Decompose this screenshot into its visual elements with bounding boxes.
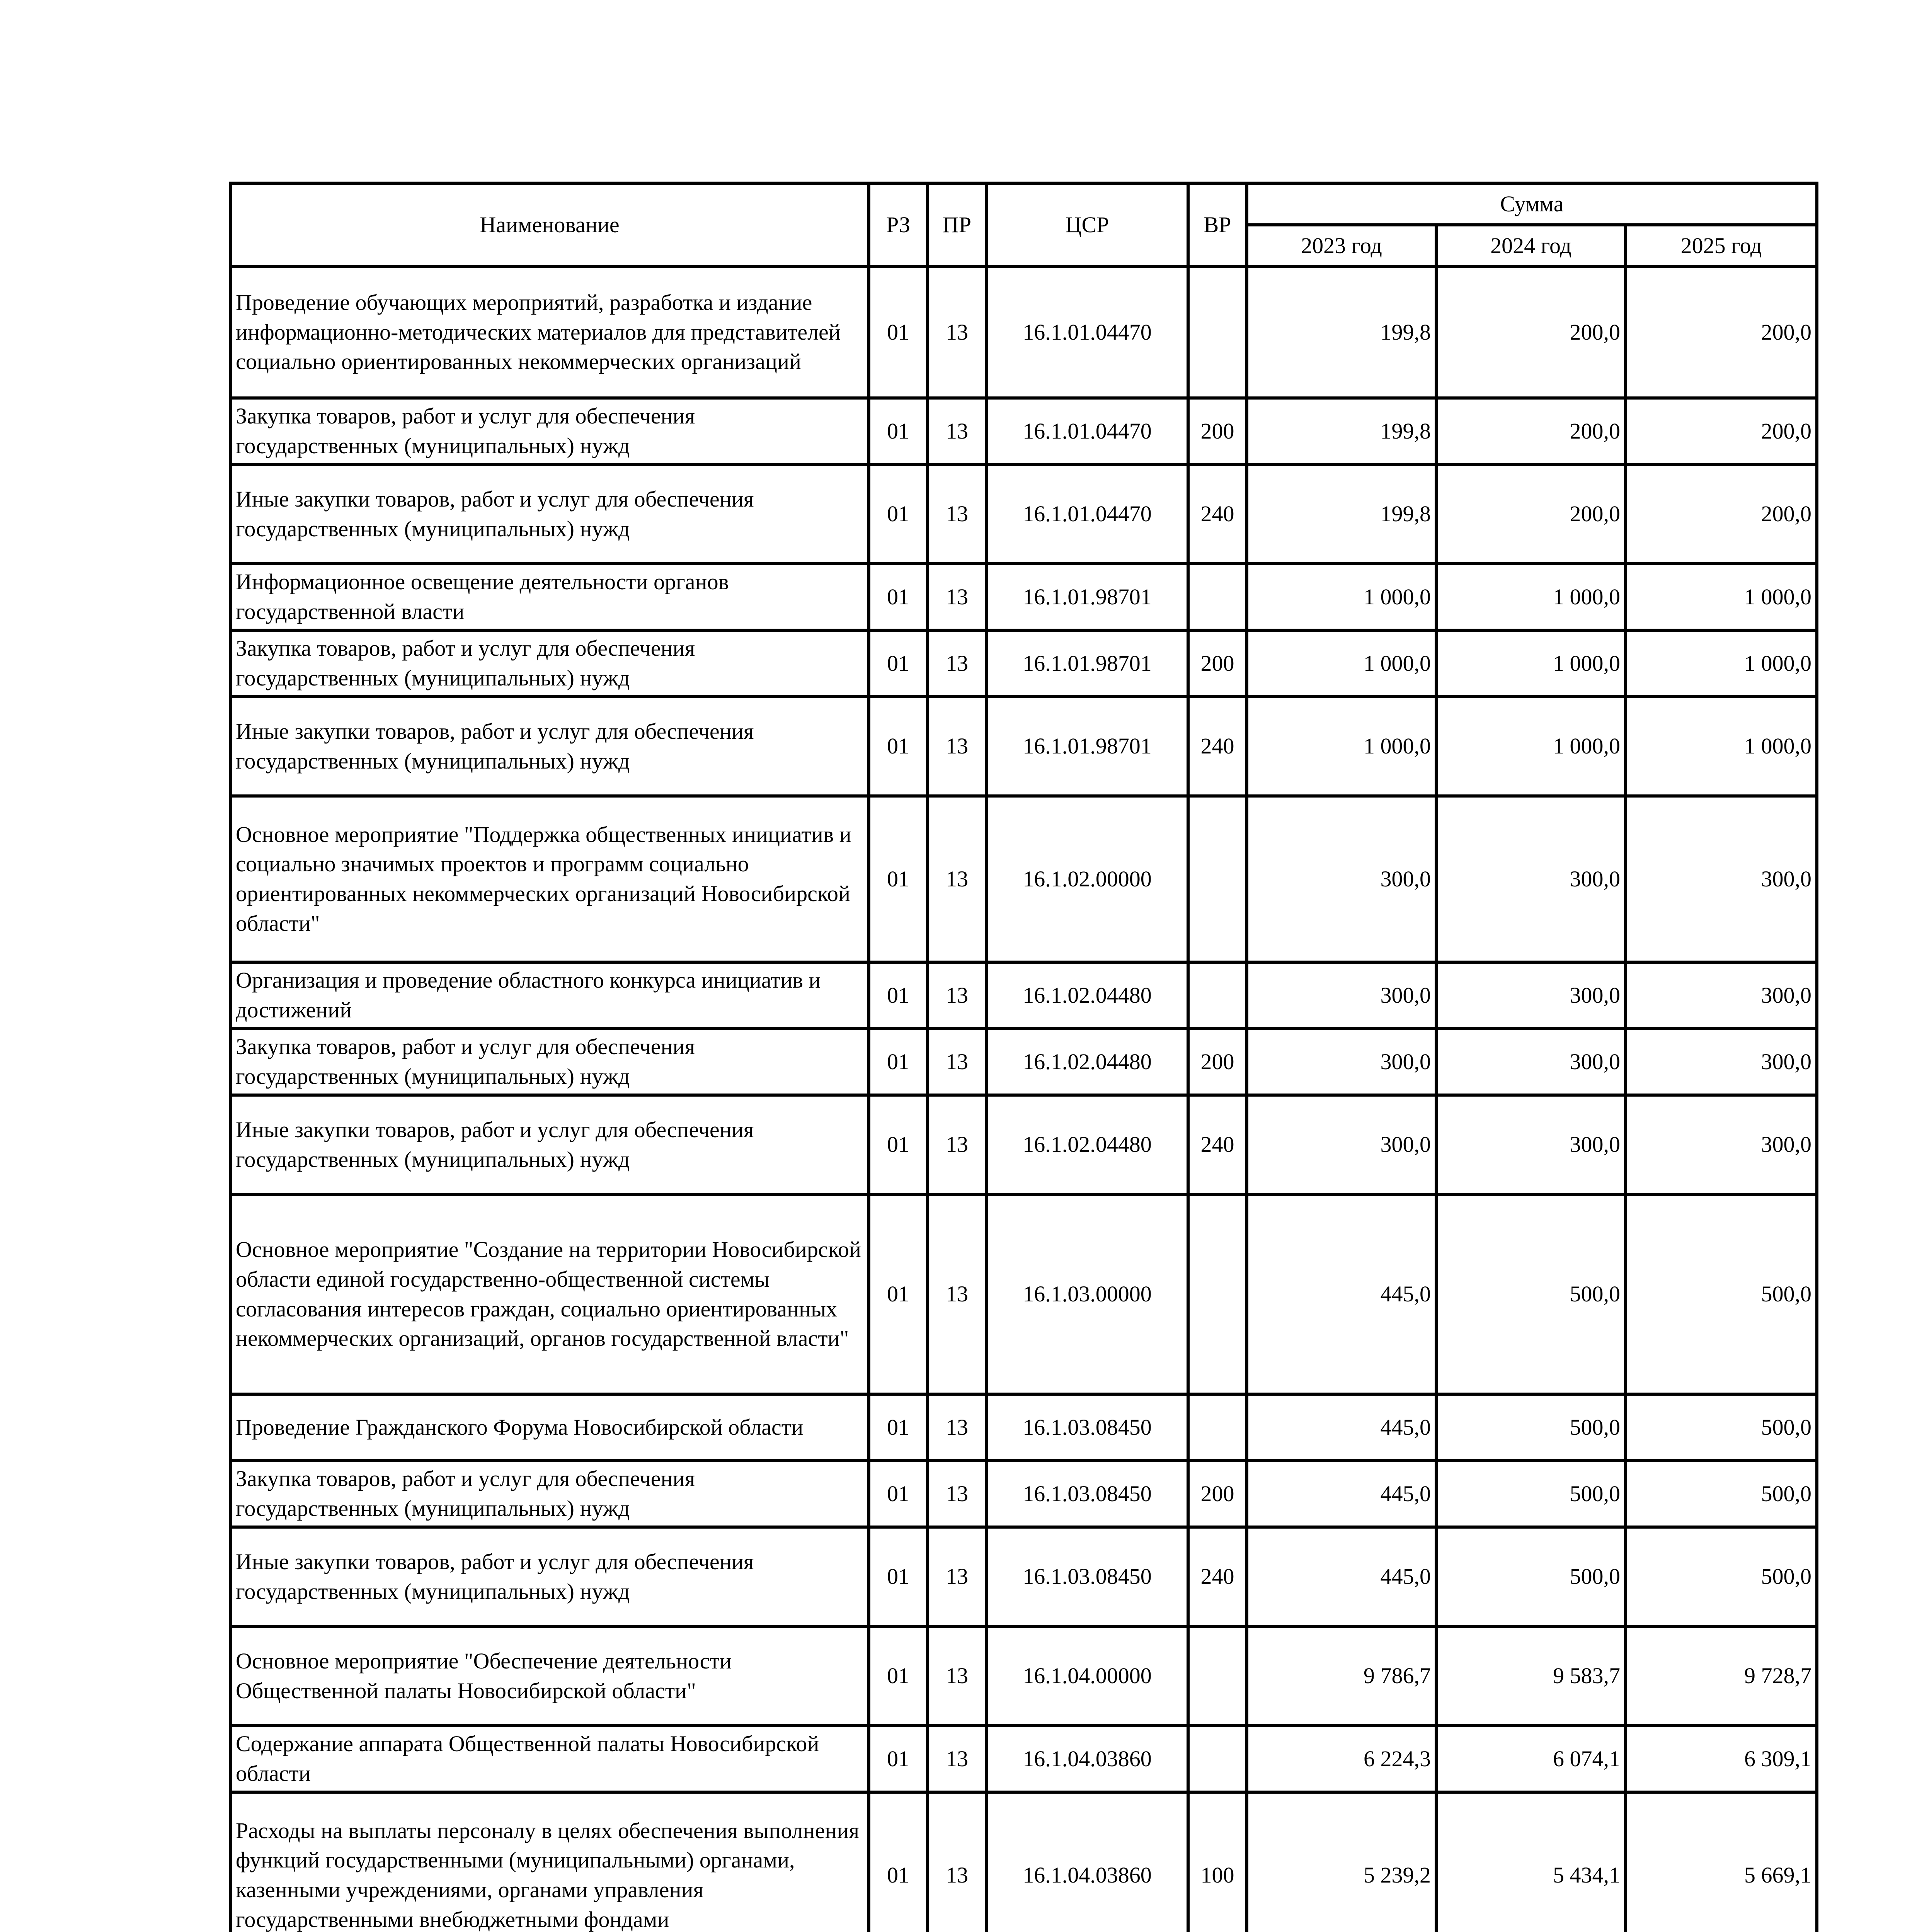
- cell-csr: 16.1.01.98701: [986, 697, 1188, 796]
- cell-sum-2024: 300,0: [1436, 796, 1626, 962]
- cell-sum-2025: 200,0: [1626, 464, 1817, 564]
- cell-vr: 200: [1188, 398, 1247, 464]
- cell-pr: 13: [928, 564, 986, 630]
- cell-sum-2024: 500,0: [1436, 1527, 1626, 1626]
- cell-pr: 13: [928, 464, 986, 564]
- cell-sum-2023: 9 786,7: [1247, 1626, 1436, 1726]
- cell-pr: 13: [928, 962, 986, 1029]
- cell-name: Иные закупки товаров, работ и услуг для обеспечения государственных (муниципальных) нужд: [230, 1095, 869, 1194]
- table-row: [230, 398, 1817, 464]
- cell-vr: [1188, 796, 1247, 962]
- cell-pr: 13: [928, 1095, 986, 1194]
- cell-sum-2024: 200,0: [1436, 267, 1626, 398]
- cell-name: Основное мероприятие "Создание на территории Новосибирской области единой государственно-общественной системы согласования интересов граждан, социально ориентированных некоммерческих организаций, органов государственной власти": [230, 1194, 869, 1394]
- cell-pr: 13: [928, 1527, 986, 1626]
- cell-rz: 01: [869, 1194, 928, 1394]
- cell-name: Закупка товаров, работ и услуг для обеспечения государственных (муниципальных) нужд: [230, 1461, 869, 1527]
- cell-sum-2024: 6 074,1: [1436, 1726, 1626, 1792]
- table-row: [230, 1726, 1817, 1792]
- cell-vr: 200: [1188, 1461, 1247, 1527]
- cell-csr: 16.1.03.08450: [986, 1527, 1188, 1626]
- cell-name: Основное мероприятие "Поддержка общественных инициатив и социально значимых проектов и программ социально ориентированных некоммерческих организаций Новосибирской области": [230, 796, 869, 962]
- cell-sum-2025: 500,0: [1626, 1461, 1817, 1527]
- cell-csr: 16.1.03.00000: [986, 1194, 1188, 1394]
- cell-name: Организация и проведение областного конкурса инициатив и достижений: [230, 962, 869, 1029]
- table-row: [230, 564, 1817, 630]
- cell-sum-2023: 300,0: [1247, 1095, 1436, 1194]
- cell-sum-2024: 1 000,0: [1436, 630, 1626, 697]
- cell-pr: 13: [928, 1726, 986, 1792]
- cell-sum-2023: 445,0: [1247, 1194, 1436, 1394]
- cell-name: Основное мероприятие "Обеспечение деятельности Общественной палаты Новосибирской области": [230, 1626, 869, 1726]
- cell-vr: [1188, 1726, 1247, 1792]
- table-body: [230, 267, 1817, 1932]
- cell-sum-2024: 300,0: [1436, 962, 1626, 1029]
- cell-sum-2025: 500,0: [1626, 1194, 1817, 1394]
- cell-vr: [1188, 1626, 1247, 1726]
- cell-vr: 200: [1188, 1029, 1247, 1095]
- cell-pr: 13: [928, 1394, 986, 1461]
- table-row: [230, 1095, 1817, 1194]
- cell-vr: [1188, 962, 1247, 1029]
- table-row: [230, 962, 1817, 1029]
- cell-vr: [1188, 564, 1247, 630]
- cell-vr: 240: [1188, 1527, 1247, 1626]
- table-row: [230, 1029, 1817, 1095]
- cell-csr: 16.1.02.04480: [986, 962, 1188, 1029]
- cell-sum-2024: 200,0: [1436, 398, 1626, 464]
- cell-sum-2024: 5 434,1: [1436, 1792, 1626, 1932]
- cell-csr: 16.1.01.04470: [986, 398, 1188, 464]
- cell-csr: 16.1.01.04470: [986, 267, 1188, 398]
- cell-sum-2023: 1 000,0: [1247, 630, 1436, 697]
- cell-name: Расходы на выплаты персоналу в целях обеспечения выполнения функций государственными (муниципальными) органами, казенными учреждениями, органами управления государственными внебюджетными фондами: [230, 1792, 869, 1932]
- table-row: [230, 796, 1817, 962]
- cell-sum-2023: 445,0: [1247, 1461, 1436, 1527]
- cell-sum-2024: 500,0: [1436, 1194, 1626, 1394]
- cell-sum-2023: 300,0: [1247, 796, 1436, 962]
- cell-sum-2023: 300,0: [1247, 962, 1436, 1029]
- table-row: [230, 1394, 1817, 1461]
- cell-csr: 16.1.02.04480: [986, 1029, 1188, 1095]
- cell-rz: 01: [869, 962, 928, 1029]
- cell-vr: 100: [1188, 1792, 1247, 1932]
- cell-name: Иные закупки товаров, работ и услуг для обеспечения государственных (муниципальных) нужд: [230, 1527, 869, 1626]
- cell-sum-2023: 6 224,3: [1247, 1726, 1436, 1792]
- cell-vr: 240: [1188, 697, 1247, 796]
- cell-sum-2025: 5 669,1: [1626, 1792, 1817, 1932]
- cell-pr: 13: [928, 1792, 986, 1932]
- cell-rz: 01: [869, 1792, 928, 1932]
- header-pr: ПР: [928, 183, 986, 267]
- cell-sum-2023: 445,0: [1247, 1394, 1436, 1461]
- cell-name: Проведение Гражданского Форума Новосибирской области: [230, 1394, 869, 1461]
- cell-sum-2025: 500,0: [1626, 1527, 1817, 1626]
- cell-rz: 01: [869, 697, 928, 796]
- header-csr: ЦСР: [986, 183, 1188, 267]
- header-vr: ВР: [1188, 183, 1247, 267]
- cell-vr: 200: [1188, 630, 1247, 697]
- cell-sum-2023: 300,0: [1247, 1029, 1436, 1095]
- header-sum: Сумма: [1247, 183, 1817, 225]
- cell-pr: 13: [928, 1194, 986, 1394]
- cell-sum-2025: 200,0: [1626, 267, 1817, 398]
- cell-name: Закупка товаров, работ и услуг для обеспечения государственных (муниципальных) нужд: [230, 398, 869, 464]
- cell-rz: 01: [869, 1726, 928, 1792]
- cell-sum-2025: 200,0: [1626, 398, 1817, 464]
- cell-sum-2025: 300,0: [1626, 1095, 1817, 1194]
- cell-pr: 13: [928, 796, 986, 962]
- cell-sum-2023: 1 000,0: [1247, 564, 1436, 630]
- cell-pr: 13: [928, 398, 986, 464]
- cell-csr: 16.1.04.03860: [986, 1792, 1188, 1932]
- cell-csr: 16.1.04.00000: [986, 1626, 1188, 1726]
- cell-sum-2024: 1 000,0: [1436, 697, 1626, 796]
- cell-vr: 240: [1188, 464, 1247, 564]
- cell-pr: 13: [928, 697, 986, 796]
- header-year-2025: 2025 год: [1626, 225, 1817, 267]
- cell-pr: 13: [928, 1626, 986, 1726]
- cell-sum-2025: 1 000,0: [1626, 564, 1817, 630]
- cell-rz: 01: [869, 1394, 928, 1461]
- cell-sum-2024: 500,0: [1436, 1394, 1626, 1461]
- cell-name: Закупка товаров, работ и услуг для обеспечения государственных (муниципальных) нужд: [230, 630, 869, 697]
- cell-pr: 13: [928, 1029, 986, 1095]
- cell-rz: 01: [869, 1626, 928, 1726]
- cell-sum-2023: 199,8: [1247, 464, 1436, 564]
- cell-sum-2024: 300,0: [1436, 1095, 1626, 1194]
- cell-pr: 13: [928, 267, 986, 398]
- cell-csr: 16.1.04.03860: [986, 1726, 1188, 1792]
- cell-name: Иные закупки товаров, работ и услуг для обеспечения государственных (муниципальных) нужд: [230, 697, 869, 796]
- budget-table: [229, 182, 1818, 1932]
- cell-name: Проведение обучающих мероприятий, разработка и издание информационно-методических материалов для представителей социально ориентированных некоммерческих организаций: [230, 267, 869, 398]
- cell-sum-2025: 9 728,7: [1626, 1626, 1817, 1726]
- header-year-2023: 2023 год: [1247, 225, 1436, 267]
- cell-sum-2025: 300,0: [1626, 1029, 1817, 1095]
- cell-rz: 01: [869, 796, 928, 962]
- table-row: [230, 1626, 1817, 1726]
- cell-sum-2024: 1 000,0: [1436, 564, 1626, 630]
- cell-csr: 16.1.02.00000: [986, 796, 1188, 962]
- cell-name: Закупка товаров, работ и услуг для обеспечения государственных (муниципальных) нужд: [230, 1029, 869, 1095]
- cell-sum-2024: 200,0: [1436, 464, 1626, 564]
- cell-sum-2025: 6 309,1: [1626, 1726, 1817, 1792]
- cell-sum-2023: 1 000,0: [1247, 697, 1436, 796]
- header-rz: РЗ: [869, 183, 928, 267]
- cell-rz: 01: [869, 1527, 928, 1626]
- cell-name: Иные закупки товаров, работ и услуг для обеспечения государственных (муниципальных) нужд: [230, 464, 869, 564]
- cell-csr: 16.1.03.08450: [986, 1461, 1188, 1527]
- cell-name: Информационное освещение деятельности органов государственной власти: [230, 564, 869, 630]
- table-row: [230, 1461, 1817, 1527]
- cell-sum-2025: 1 000,0: [1626, 630, 1817, 697]
- cell-sum-2024: 500,0: [1436, 1461, 1626, 1527]
- header-name: Наименование: [230, 183, 869, 267]
- table-row: [230, 630, 1817, 697]
- cell-sum-2024: 300,0: [1436, 1029, 1626, 1095]
- table-row: [230, 1194, 1817, 1394]
- cell-sum-2025: 500,0: [1626, 1394, 1817, 1461]
- cell-pr: 13: [928, 1461, 986, 1527]
- cell-vr: [1188, 1394, 1247, 1461]
- cell-rz: 01: [869, 630, 928, 697]
- cell-sum-2025: 300,0: [1626, 962, 1817, 1029]
- table-row: [230, 267, 1817, 398]
- cell-vr: [1188, 267, 1247, 398]
- cell-csr: 16.1.01.98701: [986, 630, 1188, 697]
- cell-sum-2024: 9 583,7: [1436, 1626, 1626, 1726]
- cell-sum-2023: 199,8: [1247, 398, 1436, 464]
- cell-csr: 16.1.01.04470: [986, 464, 1188, 564]
- cell-csr: 16.1.02.04480: [986, 1095, 1188, 1194]
- header-year-2024: 2024 год: [1436, 225, 1626, 267]
- cell-rz: 01: [869, 1095, 928, 1194]
- cell-rz: 01: [869, 1029, 928, 1095]
- cell-rz: 01: [869, 464, 928, 564]
- cell-sum-2023: 5 239,2: [1247, 1792, 1436, 1932]
- table-row: [230, 1792, 1817, 1932]
- table-row: [230, 1527, 1817, 1626]
- cell-rz: 01: [869, 564, 928, 630]
- cell-name: Содержание аппарата Общественной палаты Новосибирской области: [230, 1726, 869, 1792]
- cell-vr: [1188, 1194, 1247, 1394]
- cell-csr: 16.1.01.98701: [986, 564, 1188, 630]
- cell-sum-2025: 1 000,0: [1626, 697, 1817, 796]
- cell-vr: 240: [1188, 1095, 1247, 1194]
- cell-rz: 01: [869, 1461, 928, 1527]
- cell-sum-2025: 300,0: [1626, 796, 1817, 962]
- cell-sum-2023: 199,8: [1247, 267, 1436, 398]
- table-row: [230, 697, 1817, 796]
- cell-csr: 16.1.03.08450: [986, 1394, 1188, 1461]
- table-row: [230, 464, 1817, 564]
- table-header: [230, 183, 1817, 267]
- cell-rz: 01: [869, 398, 928, 464]
- header-row-top: [230, 183, 1817, 225]
- cell-sum-2023: 445,0: [1247, 1527, 1436, 1626]
- cell-rz: 01: [869, 267, 928, 398]
- cell-pr: 13: [928, 630, 986, 697]
